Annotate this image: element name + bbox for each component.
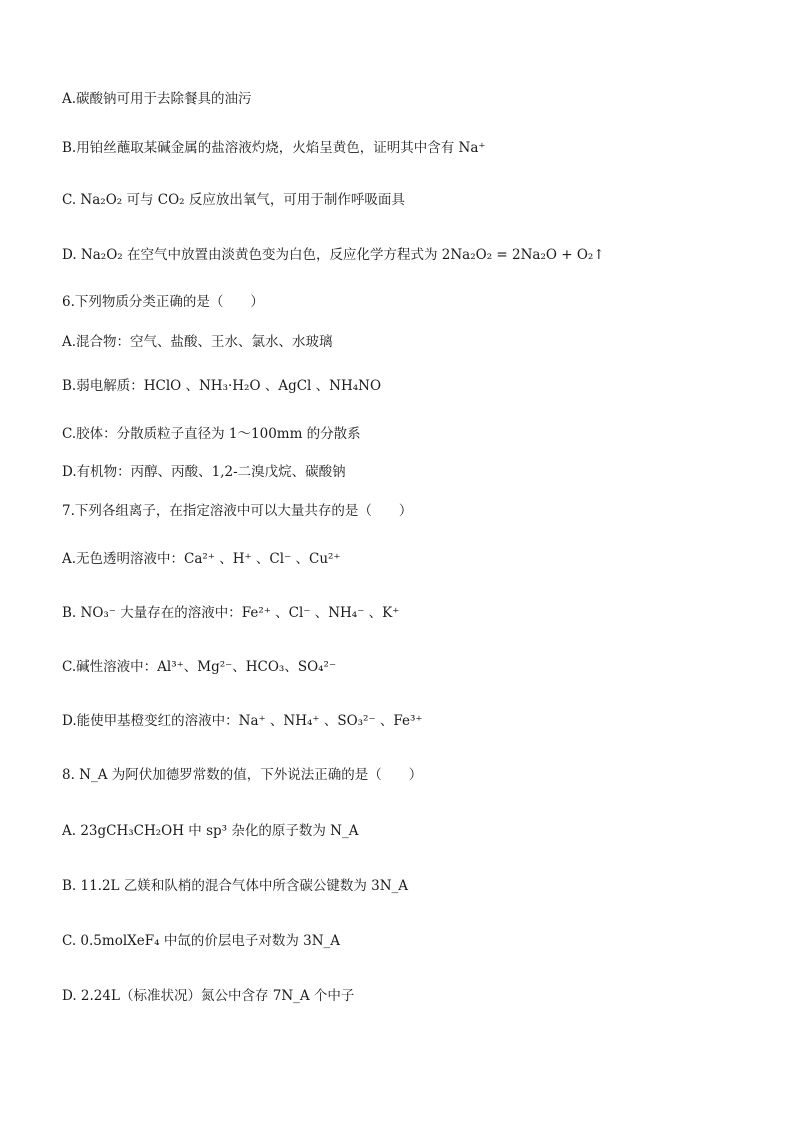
q5-option-b: B.用铂丝蘸取某碱金属的盐溶液灼烧，火焰呈黄色，证明其中含有 Na⁺ (62, 140, 486, 156)
q6-option-b: B.弱电解质：HClO 、NH₃·H₂O 、AgCl 、NH₄NO (62, 378, 382, 394)
q6-stem: 6.下列物质分类正确的是（ ） (62, 294, 264, 310)
q7-option-c: C.碱性溶液中：Al³⁺、Mg²⁻、HCO₃、SO₄²⁻ (62, 659, 337, 675)
q8-option-c: C. 0.5molXeF₄ 中氙的价层电子对数为 3N_A (62, 933, 341, 949)
q7-stem: 7.下列各组离子，在指定溶液中可以大量共存的是（ ） (62, 503, 413, 519)
q6-option-c: C.胶体：分散质粒子直径为 1～100mm 的分散系 (62, 426, 361, 442)
q5-option-d: D. Na₂O₂ 在空气中放置由淡黄色变为白色，反应化学方程式为 2Na₂O₂ = 2Na₂O + O₂↑ (62, 247, 605, 263)
q8-option-b: B. 11.2L 乙媄和队梢的混合气体中所含碳公键数为 3N_A (62, 878, 409, 894)
q8-option-d: D. 2.24L（标准状况）氮公中含存 7N_A 个中子 (62, 988, 355, 1004)
q5-option-c: C. Na₂O₂ 可与 CO₂ 反应放出氧气，可用于制作呼吸面具 (62, 192, 405, 208)
q7-option-d: D.能使甲基橙变红的溶液中：Na⁺ 、NH₄⁺ 、SO₃²⁻ 、Fe³⁺ (62, 713, 423, 729)
q8-stem: 8. N_A 为阿伏加德罗常数的值，下外说法正确的是（ ） (62, 767, 423, 783)
q6-option-a: A.混合物：空气、盐酸、王水、氯水、水玻璃 (62, 334, 333, 350)
q5-option-a: A.碳酸钠可用于去除餐具的油污 (62, 91, 252, 107)
q8-option-a: A. 23gCH₃CH₂OH 中 sp³ 杂化的原子数为 N_A (62, 823, 359, 839)
q6-option-d: D.有机物：丙醇、丙酸、1,2-二溴戊烷、碳酸钠 (62, 464, 346, 480)
q7-option-a: A.无色透明溶液中：Ca²⁺ 、H⁺ 、Cl⁻ 、Cu²⁺ (62, 551, 341, 567)
q7-option-b: B. NO₃⁻ 大量存在的溶液中：Fe²⁺ 、Cl⁻ 、NH₄⁻ 、K⁺ (62, 605, 400, 621)
